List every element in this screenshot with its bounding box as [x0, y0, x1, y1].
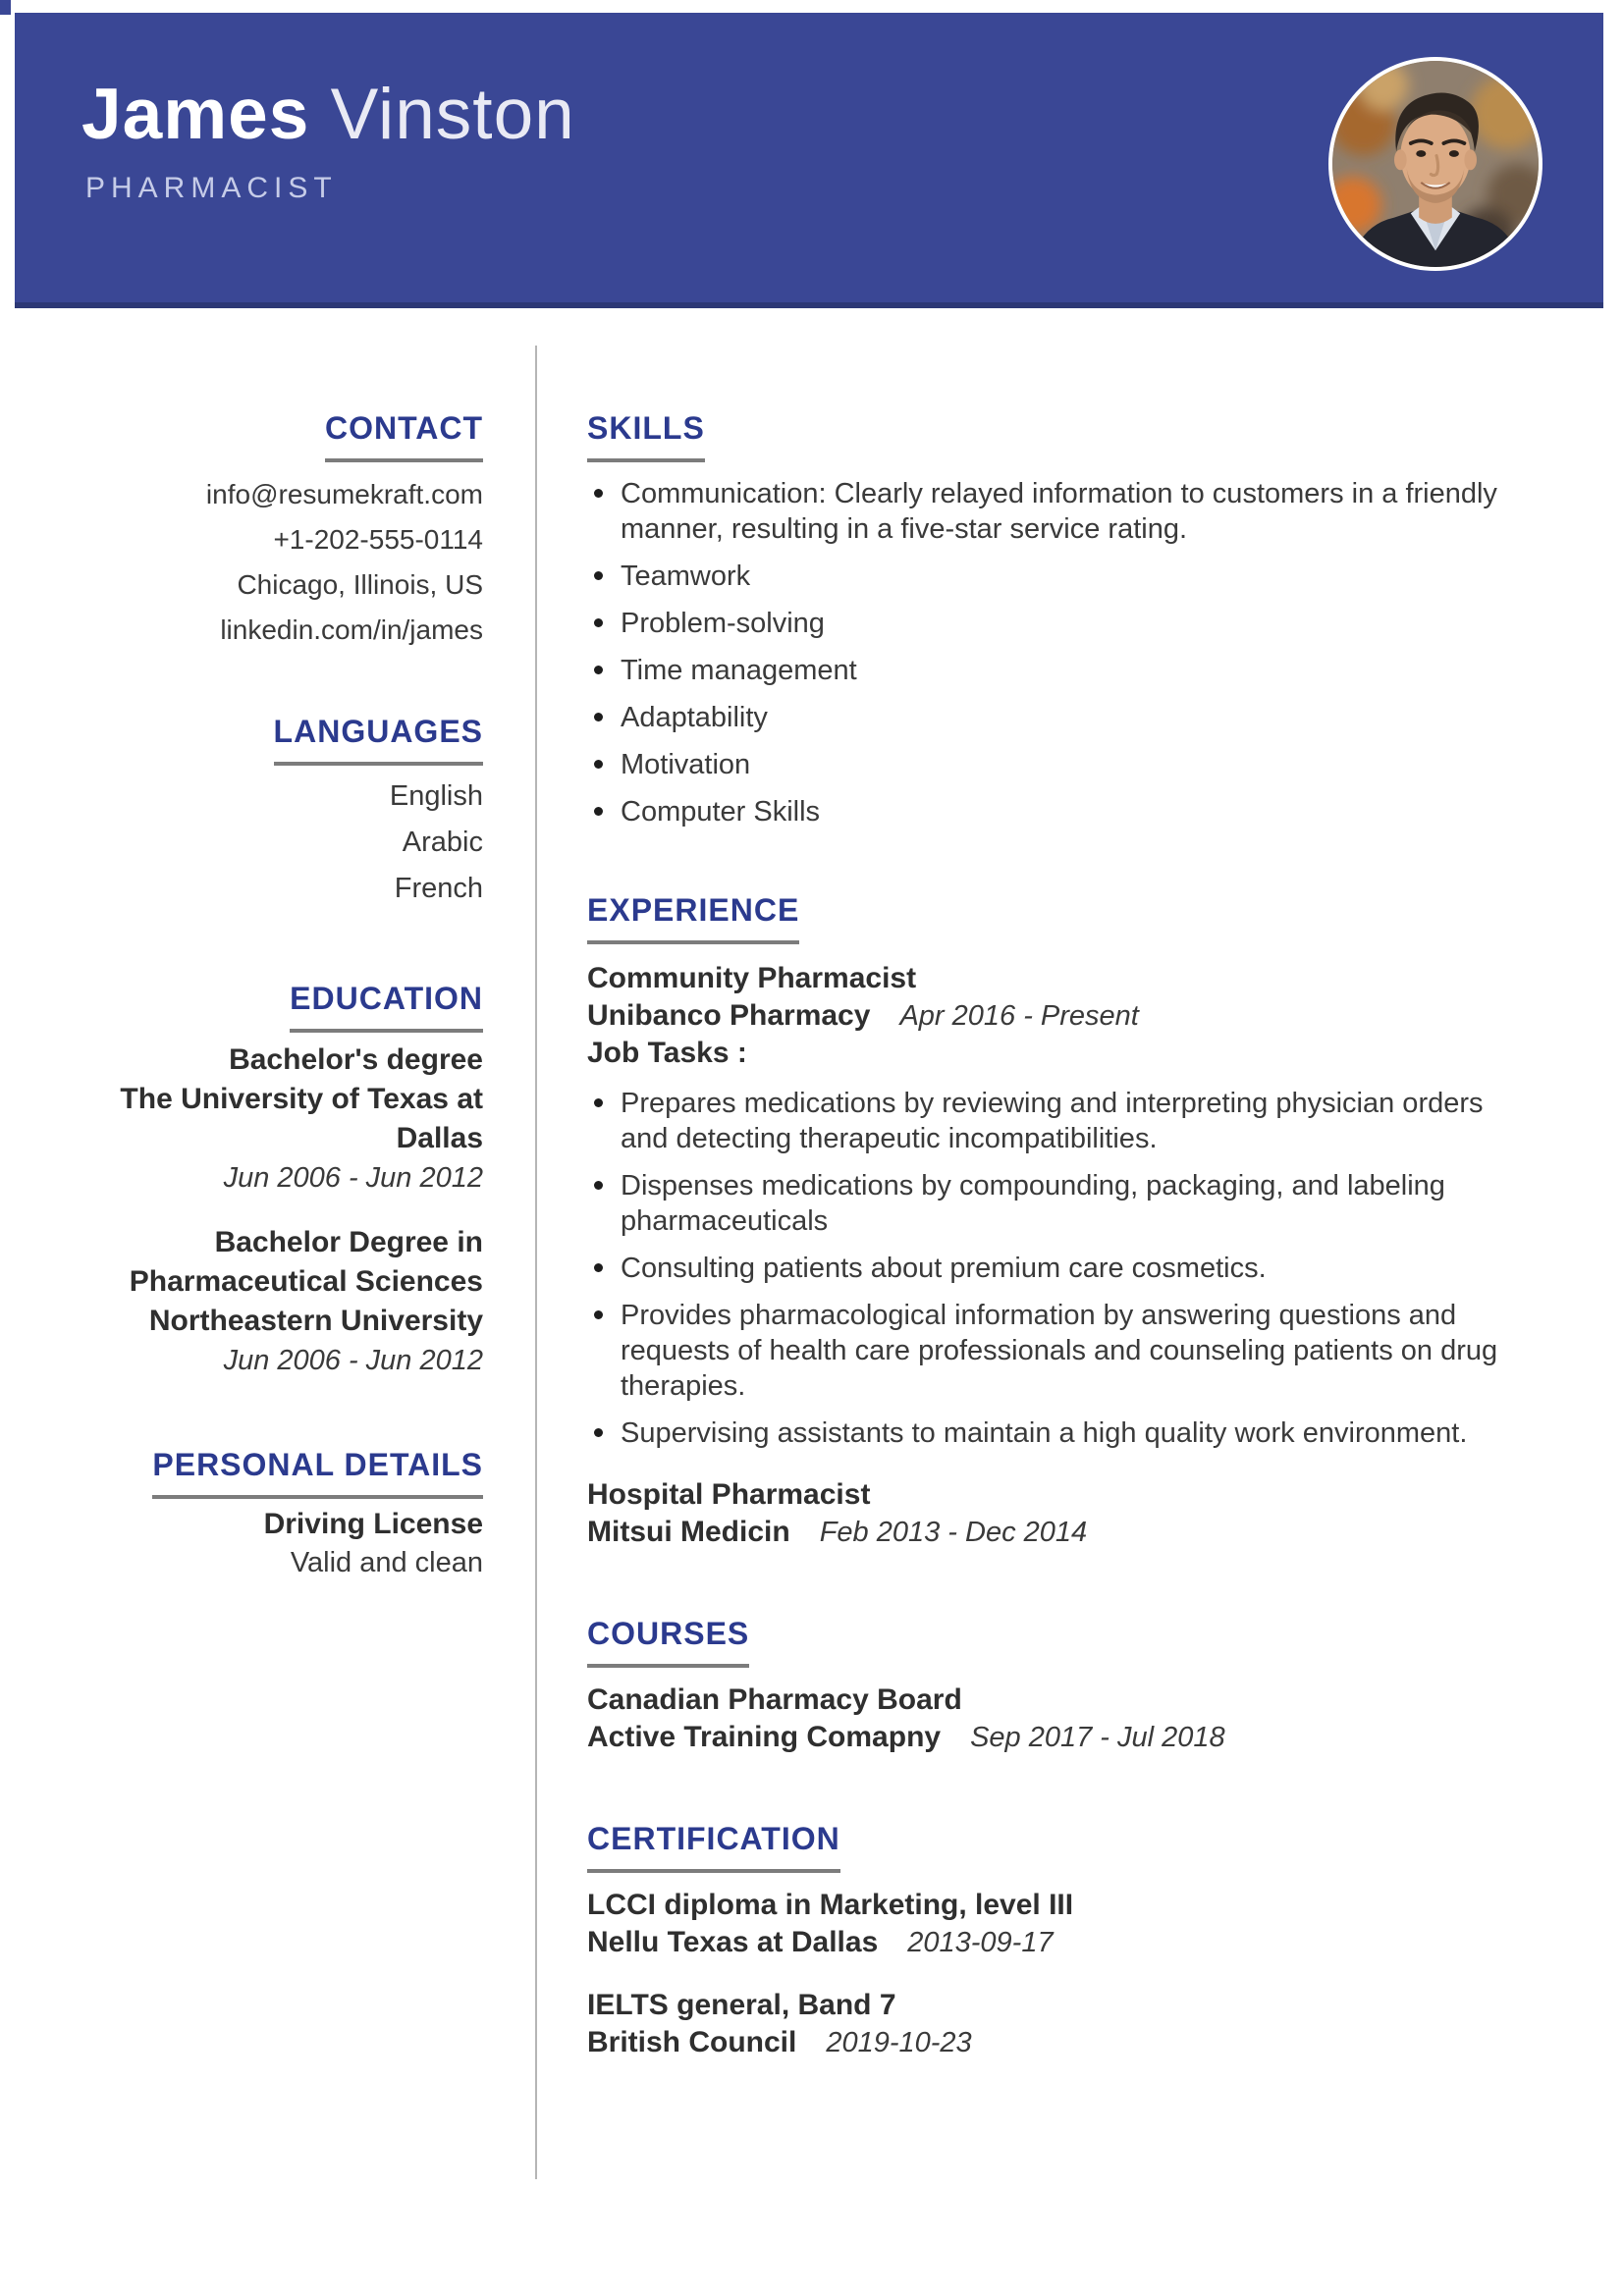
experience-section [587, 892, 1522, 1551]
certification-title: LCCI diploma in Marketing, level III [587, 1889, 1074, 1921]
personal-details-section [88, 1447, 483, 1581]
job-company-line [587, 997, 1522, 1035]
job-title: PHARMACIST [85, 171, 338, 204]
personal-detail-label: Driving License [263, 1508, 483, 1540]
education-heading: EDUCATION [290, 981, 483, 1033]
course-dates: Sep 2017 - Jul 2018 [970, 1722, 1225, 1753]
personal-detail-value: Valid and clean [290, 1547, 483, 1578]
job-task-item: Prepares medications by reviewing and interpreting physician orders and detecting therapeutic incompatibilities. [587, 1086, 1522, 1156]
education-date: Jun 2006 - Jun 2012 [223, 1162, 483, 1194]
course-org-line [587, 1719, 1522, 1756]
education-entry [88, 1223, 483, 1380]
degree: Bachelor's degree [229, 1043, 483, 1076]
language-item: Arabic [402, 827, 483, 858]
contact-item: linkedin.com/in/james [220, 614, 483, 645]
last-name: Vinston [330, 75, 575, 154]
certification-title: IELTS general, Band 7 [587, 1989, 896, 2021]
education-entry [88, 1041, 483, 1198]
company-name: Mitsui Medicin [587, 1516, 790, 1548]
job-company-line [587, 1514, 1522, 1551]
job-dates: Feb 2013 - Dec 2014 [819, 1517, 1088, 1548]
course-title: Canadian Pharmacy Board [587, 1683, 962, 1716]
certification-org: British Council [587, 2026, 797, 2058]
skill-item: Teamwork [587, 559, 1522, 594]
certification-heading: CERTIFICATION [587, 1821, 840, 1873]
skills-heading: SKILLS [587, 410, 705, 462]
skill-item: Adaptability [587, 700, 1522, 735]
job-task-item: Provides pharmacological information by answering questions and requests of health care professionals and counseling patients on drug therapies. [587, 1298, 1522, 1404]
course-org: Active Training Comapny [587, 1721, 942, 1753]
school: The University of Texas at Dallas [120, 1083, 483, 1154]
job-title-text: Community Pharmacist [587, 962, 917, 994]
header-band [15, 13, 1603, 308]
job-entry [587, 960, 1522, 1451]
language-item: English [389, 780, 483, 812]
courses-section [587, 1616, 1522, 1756]
main-column [587, 334, 1522, 2061]
job-task-item: Supervising assistants to maintain a high quality work environment. [587, 1415, 1522, 1451]
certification-org-line [587, 2024, 1522, 2061]
profile-photo [1328, 57, 1542, 271]
skill-item: Time management [587, 653, 1522, 688]
job-task-item: Consulting patients about premium care cosmetics. [587, 1251, 1522, 1286]
education-section [88, 981, 483, 1380]
certification-org: Nellu Texas at Dallas [587, 1926, 879, 1958]
job-tasks-list [587, 1086, 1522, 1451]
portrait-illustration [1332, 61, 1539, 267]
certification-section [587, 1821, 1522, 2061]
language-item: French [394, 873, 483, 904]
experience-heading: EXPERIENCE [587, 892, 799, 944]
column-divider [535, 346, 537, 2179]
education-date: Jun 2006 - Jun 2012 [223, 1345, 483, 1376]
first-name: James [81, 75, 310, 154]
corner-artifact [0, 0, 11, 15]
contact-heading: CONTACT [325, 410, 483, 462]
certification-org-line [587, 1924, 1522, 1961]
certification-date: 2013-09-17 [907, 1927, 1054, 1958]
languages-heading: LANGUAGES [274, 714, 483, 766]
certification-entry [587, 1987, 1522, 2061]
job-title-text: Hospital Pharmacist [587, 1478, 871, 1511]
person-name [81, 74, 575, 156]
job-tasks-label: Job Tasks : [587, 1037, 747, 1069]
school: Northeastern University [148, 1305, 483, 1337]
job-entry [587, 1476, 1522, 1551]
certification-entry [587, 1887, 1522, 1961]
contact-item: info@resumekraft.com [205, 479, 483, 509]
course-entry [587, 1682, 1522, 1756]
courses-heading: COURSES [587, 1616, 749, 1668]
degree: Bachelor Degree in Pharmaceutical Sciences [129, 1226, 483, 1298]
name-block [81, 74, 575, 205]
sidebar [88, 334, 483, 1581]
certification-date: 2019-10-23 [826, 2027, 972, 2058]
languages-section [88, 714, 483, 912]
contact-item: Chicago, Illinois, US [237, 569, 483, 600]
skill-item: Motivation [587, 747, 1522, 782]
skills-section [587, 410, 1522, 829]
skill-item: Problem-solving [587, 606, 1522, 641]
personal-details-heading: PERSONAL DETAILS [152, 1447, 483, 1499]
skill-item: Computer Skills [587, 794, 1522, 829]
skills-list [587, 476, 1522, 829]
contact-item: +1-202-555-0114 [273, 524, 483, 555]
job-dates: Apr 2016 - Present [899, 1000, 1139, 1032]
company-name: Unibanco Pharmacy [587, 999, 871, 1032]
languages-list [88, 774, 483, 912]
job-task-item: Dispenses medications by compounding, packaging, and labeling pharmaceuticals [587, 1168, 1522, 1239]
contact-section [88, 410, 483, 653]
contact-list [88, 472, 483, 653]
skill-item: Communication: Clearly relayed information to customers in a friendly manner, resulting in a five-star service rating. [587, 476, 1522, 547]
